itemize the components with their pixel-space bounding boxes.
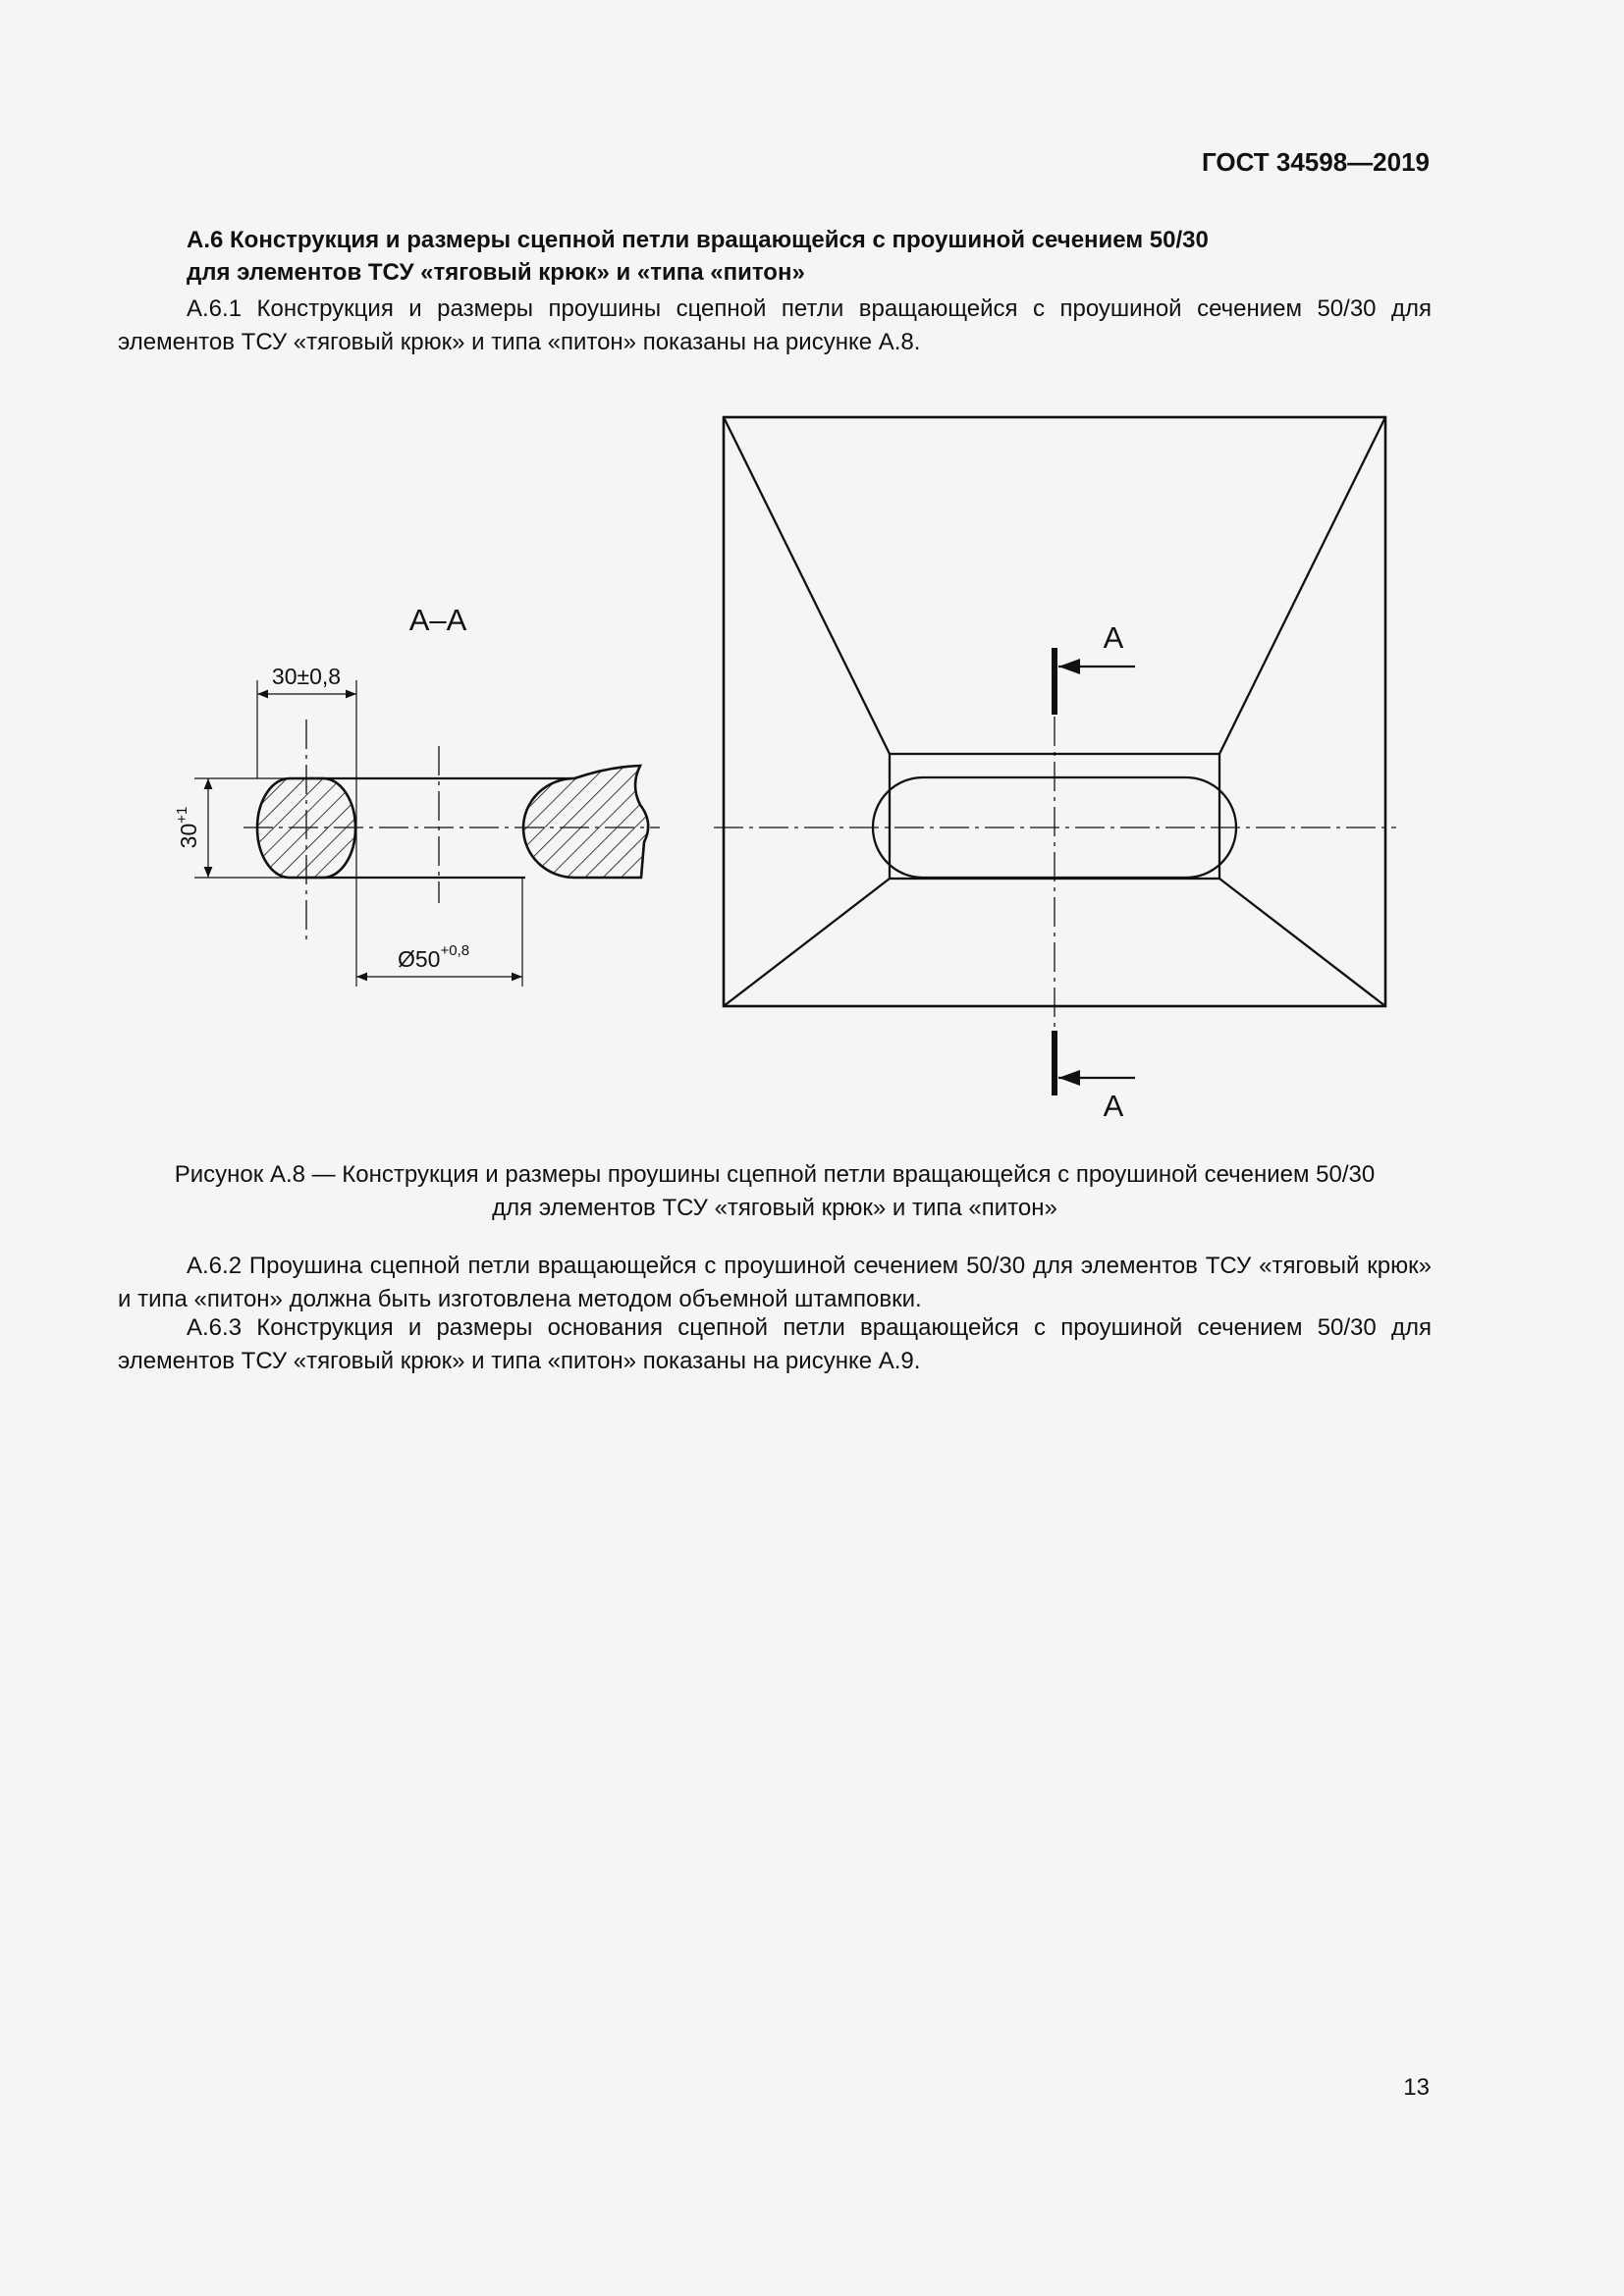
height-dimension-text: $30^{+1}$ [174,806,201,849]
left-hatched-profile [257,778,355,878]
figure-caption-line-1: Рисунок А.8 — Конструкция и размеры проушины сцепной петли вращающейся с проушиной сечением 50/30 [174,1161,1376,1188]
right-hatched-section [523,766,648,878]
taper-line-top-right [1219,417,1385,754]
section-view-a-a [174,603,660,987]
paragraph-a62: А.6.2 Проушина сцепной петли вращающейся с проушиной сечением 50/30 для элементов ТСУ «тяговый крюк» и типа «питон» должна быть изготовлена методом объемной штамповки. [118,1253,1432,1312]
paragraph-a63: А.6.3 Конструкция и размеры основания сцепной петли вращающейся с проушиной сечением 50/30 для элементов ТСУ «тяговый крюк» и типа «питон» показаны на рисунке А.9. [118,1314,1432,1374]
taper-line-bottom-left [724,879,890,1006]
section-label: А–А [408,603,467,637]
page-number: 13 [1403,2074,1430,2101]
plan-view [714,417,1396,1123]
diameter-dimension-text: $Ø50^{+0,8}$ [398,942,470,972]
paragraph-a61: А.6.1 Конструкция и размеры проушины сцепной петли вращающейся с проушиной сечением 50/30 для элементов ТСУ «тяговый крюк» и типа «питон» показаны на рисунке А.8. [118,295,1432,355]
cut-label-top: А [1103,620,1124,655]
taper-line-bottom-right [1219,879,1385,1006]
figure-caption-line-2: для элементов ТСУ «тяговый крюк» и типа «питон» [492,1195,1057,1221]
width-dimension-text: 30±0,8 [271,664,342,689]
section-heading-line-2: для элементов ТСУ «тяговый крюк» и «типа «питон» [187,259,805,286]
taper-line-top-left [724,417,890,754]
cut-label-bottom: А [1103,1089,1124,1123]
document-code: ГОСТ 34598—2019 [1202,147,1430,177]
section-heading-line-1: А.6 Конструкция и размеры сцепной петли вращающейся с проушиной сечением 50/30 [187,227,1209,253]
figure-caption [118,1158,1432,1225]
